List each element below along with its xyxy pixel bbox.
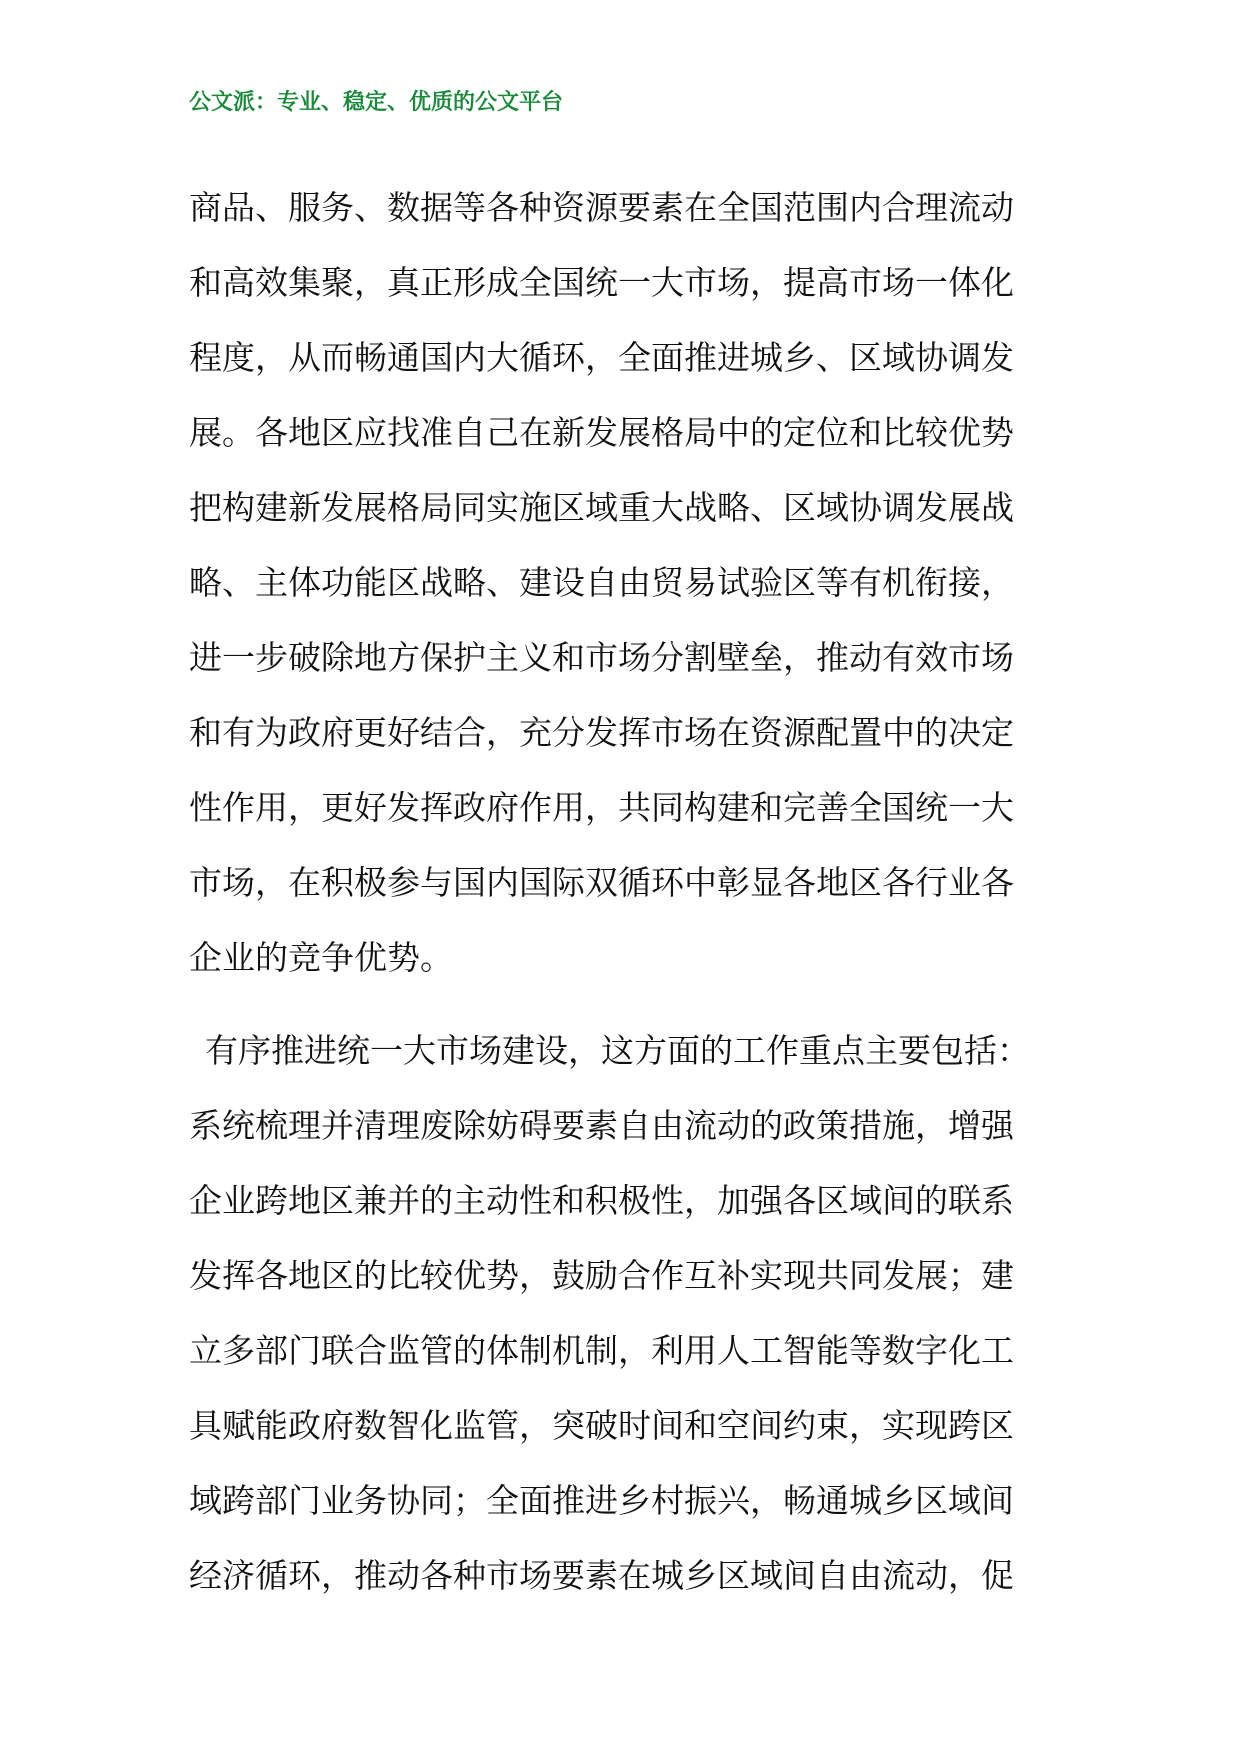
- document-body: [189, 170, 1059, 1613]
- paragraph-2: [189, 1013, 1059, 1613]
- text-line: 发挥各地区的比较优势，鼓励合作互补实现共同发展；建: [189, 1256, 1014, 1295]
- text-line: 把构建新发展格局同实施区域重大战略、区域协调发展战: [189, 488, 1014, 527]
- text-line: 有序推进统一大市场建设，这方面的工作重点主要包括：: [205, 1031, 1030, 1070]
- text-line: 展。各地区应找准自己在新发展格局中的定位和比较优势: [189, 413, 1014, 452]
- text-line: 和高效集聚，真正形成全国统一大市场，提高市场一体化: [189, 263, 1014, 302]
- text-line: 系统梳理并清理废除妨碍要素自由流动的政策措施，增强: [189, 1106, 1014, 1145]
- text-line: 性作用，更好发挥政府作用，共同构建和完善全国统一大: [189, 788, 1014, 827]
- text-line: 企业的竞争优势。: [189, 938, 453, 977]
- text-line: 具赋能政府数智化监管，突破时间和空间约束，实现跨区: [189, 1406, 1014, 1445]
- page-header-title: 公文派：专业、稳定、优质的公文平台: [189, 90, 564, 115]
- text-line: 经济循环，推动各种市场要素在城乡区域间自由流动，促: [189, 1556, 1014, 1595]
- text-line: 商品、服务、数据等各种资源要素在全国范围内合理流动: [189, 188, 1014, 227]
- text-line: 立多部门联合监管的体制机制，利用人工智能等数字化工: [189, 1331, 1014, 1370]
- text-line: 略、主体功能区战略、建设自由贸易试验区等有机衔接，: [189, 563, 1014, 602]
- text-line: 域跨部门业务协同；全面推进乡村振兴，畅通城乡区域间: [189, 1481, 1014, 1520]
- text-line: 企业跨地区兼并的主动性和积极性，加强各区域间的联系: [189, 1181, 1014, 1220]
- paragraph-1: [189, 170, 1059, 995]
- text-line: 进一步破除地方保护主义和市场分割壁垒，推动有效市场: [189, 638, 1014, 677]
- text-line: 市场，在积极参与国内国际双循环中彰显各地区各行业各: [189, 863, 1014, 902]
- paragraph-spacer: [189, 995, 1059, 1013]
- text-line: 和有为政府更好结合，充分发挥市场在资源配置中的决定: [189, 713, 1014, 752]
- text-line: 程度，从而畅通国内大循环，全面推进城乡、区域协调发: [189, 338, 1014, 377]
